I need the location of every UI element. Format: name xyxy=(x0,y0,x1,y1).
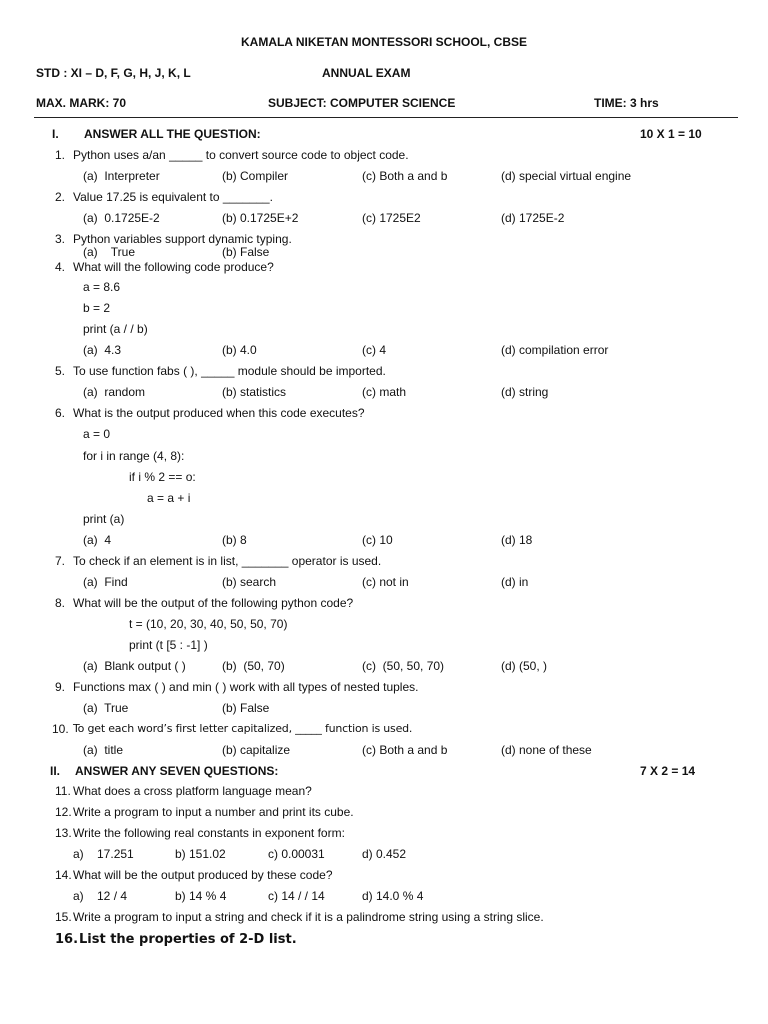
option-b: (b) capitalize xyxy=(222,743,291,757)
option-d: (d) in xyxy=(501,575,529,589)
option-a: (a) random xyxy=(83,385,146,399)
option-c: (c) not in xyxy=(362,575,409,589)
question-number: 7. xyxy=(55,554,66,568)
school-name: KAMALA NIKETAN MONTESSORI SCHOOL, CBSE xyxy=(240,35,527,49)
option-b: (b) False xyxy=(222,701,270,715)
option-c: c) 0.00031 xyxy=(268,847,325,861)
question-text: What will the following code produce? xyxy=(73,260,274,274)
option-c: (c) Both a and b xyxy=(362,169,448,183)
option-b: (b) (50, 70) xyxy=(222,659,285,673)
option-c: (c) math xyxy=(362,385,407,399)
code-line: t = (10, 20, 30, 40, 50, 50, 70) xyxy=(129,617,288,631)
option-d: d) 14.0 % 4 xyxy=(362,889,424,903)
option-d: (d) none of these xyxy=(501,743,592,757)
subject: SUBJECT: COMPUTER SCIENCE xyxy=(268,96,456,110)
question-text: Functions max ( ) and min ( ) work with all types of nested tuples. xyxy=(73,680,419,694)
question-text: Write the following real constants in exponent form: xyxy=(73,826,345,840)
option-c: (c) 4 xyxy=(362,343,386,357)
question-text: To check if an element is in list, _______ operator is used. xyxy=(73,554,382,568)
code-line: print (t [5 : -1] ) xyxy=(129,638,208,652)
question-number: 11. xyxy=(55,784,71,798)
code-line: print (a / / b) xyxy=(83,322,148,336)
question-number: 15. xyxy=(55,910,72,924)
option-b: (b) 4.0 xyxy=(222,343,257,357)
question-text: What will be the output produced by these code? xyxy=(73,868,333,882)
option-d: (d) special virtual engine xyxy=(501,169,632,183)
question-number: 14. xyxy=(55,868,72,882)
option-d: (d) compilation error xyxy=(501,343,609,357)
question-text: What does a cross platform language mean? xyxy=(73,784,312,798)
question-number: 12. xyxy=(55,805,72,819)
option-a: (a) True xyxy=(83,245,136,259)
question-number: 1. xyxy=(55,148,66,162)
option-c: (c) 1725E2 xyxy=(362,211,421,225)
question-number: 13. xyxy=(55,826,72,840)
option-c: (c) 10 xyxy=(362,533,393,547)
question-text: Value 17.25 is equivalent to _______. xyxy=(73,190,273,204)
question-number: 2. xyxy=(55,190,66,204)
section2-title: ANSWER ANY SEVEN QUESTIONS: xyxy=(75,764,279,778)
option-b: (b) 0.1725E+2 xyxy=(222,211,299,225)
option-a: (a) True xyxy=(83,701,129,715)
option-c: (c) (50, 50, 70) xyxy=(362,659,445,673)
code-line: print (a) xyxy=(83,512,125,526)
option-b: (b) statistics xyxy=(222,385,287,399)
option-a: (a) 4 xyxy=(83,533,112,547)
option-a: (a) title xyxy=(83,743,124,757)
question-number: 16. xyxy=(55,932,79,947)
header-divider xyxy=(34,117,738,118)
option-d: d) 0.452 xyxy=(362,847,407,861)
exam-title: ANNUAL EXAM xyxy=(322,66,411,80)
question-number: 4. xyxy=(55,260,66,274)
max-mark: MAX. MARK: 70 xyxy=(36,96,127,110)
question-text: What is the output produced when this code executes? xyxy=(73,406,365,420)
std-line: STD : XI – D, F, G, H, J, K, L xyxy=(36,66,191,80)
option-a: (a) 0.1725E-2 xyxy=(83,211,160,225)
option-a: (a) Interpreter xyxy=(83,169,160,183)
question-number: 6. xyxy=(55,406,66,420)
option-b: (b) False xyxy=(222,245,270,259)
option-b: (b) Compiler xyxy=(222,169,289,183)
question-text: Write a program to input a number and print its cube. xyxy=(73,805,354,819)
option-c: (c) Both a and b xyxy=(362,743,448,757)
option-d: (d) 18 xyxy=(501,533,533,547)
section1-number: I. xyxy=(52,127,59,141)
question-number: 3. xyxy=(55,232,66,246)
option-b: b) 14 % 4 xyxy=(175,889,227,903)
option-a: a) 17.251 xyxy=(73,847,134,861)
code-line: a = 8.6 xyxy=(83,280,121,294)
code-line: a = a + i xyxy=(147,491,191,505)
section1-marks: 10 X 1 = 10 xyxy=(640,127,702,141)
code-line: a = 0 xyxy=(83,427,111,441)
option-b: (b) 8 xyxy=(222,533,247,547)
option-a: a) 12 / 4 xyxy=(73,889,128,903)
option-a: (a) 4.3 xyxy=(83,343,122,357)
option-c: c) 14 / / 14 xyxy=(268,889,325,903)
option-d: (d) 1725E-2 xyxy=(501,211,565,225)
option-b: b) 151.02 xyxy=(175,847,226,861)
code-line: for i in range (4, 8): xyxy=(83,449,185,463)
option-a: (a) Find xyxy=(83,575,128,589)
question-text: To get each word’s first letter capitalized, _____ function is used. xyxy=(73,722,413,735)
section2-number: II. xyxy=(50,764,61,778)
question-text: To use function fabs ( ), _____ module should be imported. xyxy=(73,364,386,378)
question-text: Python variables support dynamic typing. xyxy=(73,232,292,246)
question-number: 5. xyxy=(55,364,66,378)
question-number: 8. xyxy=(55,596,66,610)
question-text: Write a program to input a string and check if it is a palindrome string using a string slice. xyxy=(73,910,544,924)
option-d: (d) (50, ) xyxy=(501,659,548,673)
question-text: What will be the output of the following python code? xyxy=(73,596,354,610)
option-d: (d) string xyxy=(501,385,549,399)
code-line: b = 2 xyxy=(83,301,111,315)
section1-title: ANSWER ALL THE QUESTION: xyxy=(84,127,261,141)
option-a: (a) Blank output ( ) xyxy=(83,659,186,673)
question-text: Python uses a/an _____ to convert source code to object code. xyxy=(73,148,409,162)
time: TIME: 3 hrs xyxy=(594,96,659,110)
question-text: List the properties of 2-D list. xyxy=(79,932,297,947)
code-line: if i % 2 == o: xyxy=(129,470,196,484)
section2-marks: 7 X 2 = 14 xyxy=(640,764,696,778)
option-b: (b) search xyxy=(222,575,277,589)
question-number: 10. xyxy=(52,722,69,736)
question-number: 9. xyxy=(55,680,66,694)
